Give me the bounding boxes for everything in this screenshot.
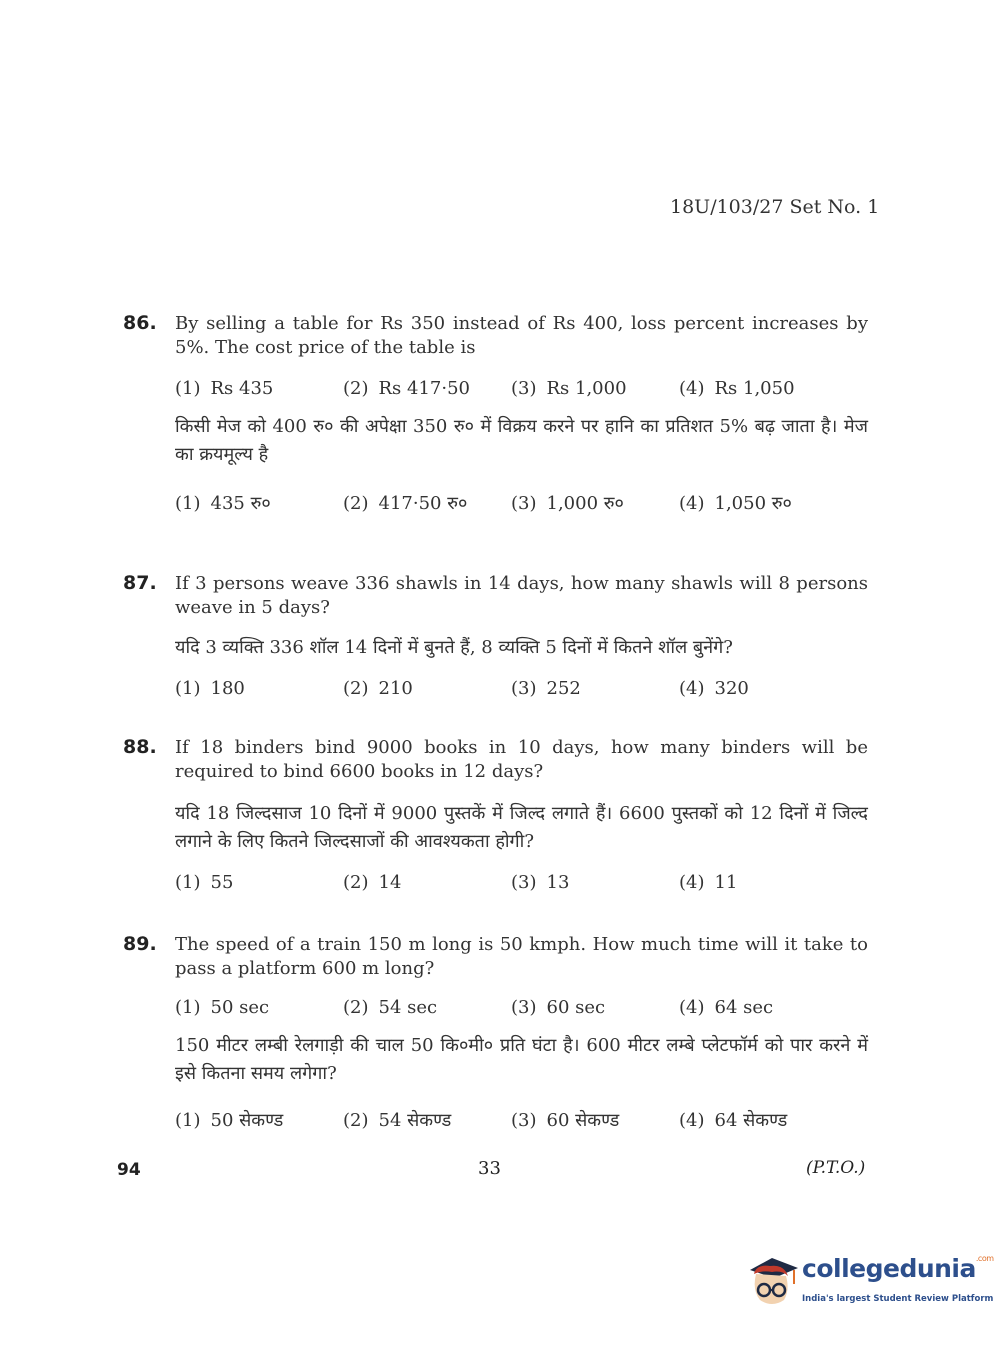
question-86 <box>123 312 868 515</box>
question-english: The speed of a train 150 m long is 50 kmph. How much time will it take to pass a platform 600 m long? <box>175 934 868 979</box>
question-hindi: यदि 3 व्यक्ति 336 शॉल 14 दिनों में बुनते हैं, 8 व्यक्ति 5 दिनों में कितने शॉल बुनेंगे? <box>175 637 733 658</box>
option-1: (1) 55 <box>175 872 234 893</box>
option-4: (4) 64 sec <box>679 997 774 1018</box>
options <box>175 678 868 699</box>
question-number: 86. <box>123 312 157 334</box>
option-1: (1) 50 सेकण्ड <box>175 1110 284 1131</box>
option-4: (4) 64 सेकण्ड <box>679 1110 788 1131</box>
question-english: If 3 persons weave 336 shawls in 14 days, how many shawls will 8 persons weave in 5 days? <box>175 573 868 618</box>
mascot-icon <box>742 1250 800 1314</box>
option-3: (3) 60 सेकण्ड <box>511 1110 620 1131</box>
question-88 <box>123 736 868 893</box>
brand-name: collegedunia$^{.com}$ <box>802 1254 994 1283</box>
option-4: (4) 1,050 रु० <box>679 493 792 514</box>
options-english <box>175 378 868 399</box>
option-4: (4) 11 <box>679 872 738 893</box>
option-2: (2) 54 सेकण्ड <box>343 1110 452 1131</box>
option-4: (4) 320 <box>679 678 749 699</box>
options-english <box>175 997 868 1018</box>
option-4: (4) Rs 1,050 <box>679 378 795 399</box>
pto-label: (P.T.O.) <box>806 1158 866 1178</box>
question-hindi: किसी मेज को 400 रु० की अपेक्षा 350 रु० में विक्रय करने पर हानि का प्रतिशत 5% बढ़ जाता है। मेज का क्रयमूल्य है <box>175 416 868 465</box>
option-2: (2) Rs 417·50 <box>343 378 470 399</box>
question-hindi: 150 मीटर लम्बी रेलगाड़ी की चाल 50 कि०मी० प्रति घंटा है। 600 मीटर लम्बे प्लेटफॉर्म को पार करने में इसे कितना समय लगेगा? <box>175 1035 868 1084</box>
footer-code: 94 <box>117 1160 141 1180</box>
option-3: (3) 252 <box>511 678 581 699</box>
option-2: (2) 417·50 रु० <box>343 493 468 514</box>
option-1: (1) Rs 435 <box>175 378 274 399</box>
option-3: (3) 60 sec <box>511 997 606 1018</box>
question-hindi: यदि 18 जिल्दसाज 10 दिनों में 9000 पुस्तकें में जिल्द लगाते हैं। 6600 पुस्तकों को 12 दिनों में जिल्द लगाने के लिए कितने जिल्दसाजों की आवश्यकता होगी? <box>175 803 868 852</box>
option-2: (2) 54 sec <box>343 997 438 1018</box>
option-1: (1) 180 <box>175 678 245 699</box>
question-number: 89. <box>123 933 157 955</box>
page-number: 33 <box>478 1158 501 1179</box>
options <box>175 872 868 893</box>
question-89 <box>123 933 868 1132</box>
paper-code: 18U/103/27 Set No. 1 <box>670 196 880 218</box>
option-2: (2) 14 <box>343 872 402 893</box>
question-english: By selling a table for Rs 350 instead of Rs 400, loss percent increases by 5%. The cost price of the table is <box>175 313 868 358</box>
question-87 <box>123 572 868 699</box>
option-3: (3) 13 <box>511 872 570 893</box>
brand-tagline: India's largest Student Review Platform <box>802 1294 994 1304</box>
option-3: (3) Rs 1,000 <box>511 378 627 399</box>
options-hindi <box>175 1108 868 1132</box>
option-1: (1) 435 रु० <box>175 493 271 514</box>
collegedunia-watermark <box>742 1250 994 1320</box>
options-hindi <box>175 491 868 515</box>
question-english: If 18 binders bind 9000 books in 10 days, how many binders will be required to bind 6600 books in 12 days? <box>175 737 868 782</box>
question-number: 87. <box>123 572 157 594</box>
option-3: (3) 1,000 रु० <box>511 493 624 514</box>
option-2: (2) 210 <box>343 678 413 699</box>
option-1: (1) 50 sec <box>175 997 270 1018</box>
question-number: 88. <box>123 736 157 758</box>
